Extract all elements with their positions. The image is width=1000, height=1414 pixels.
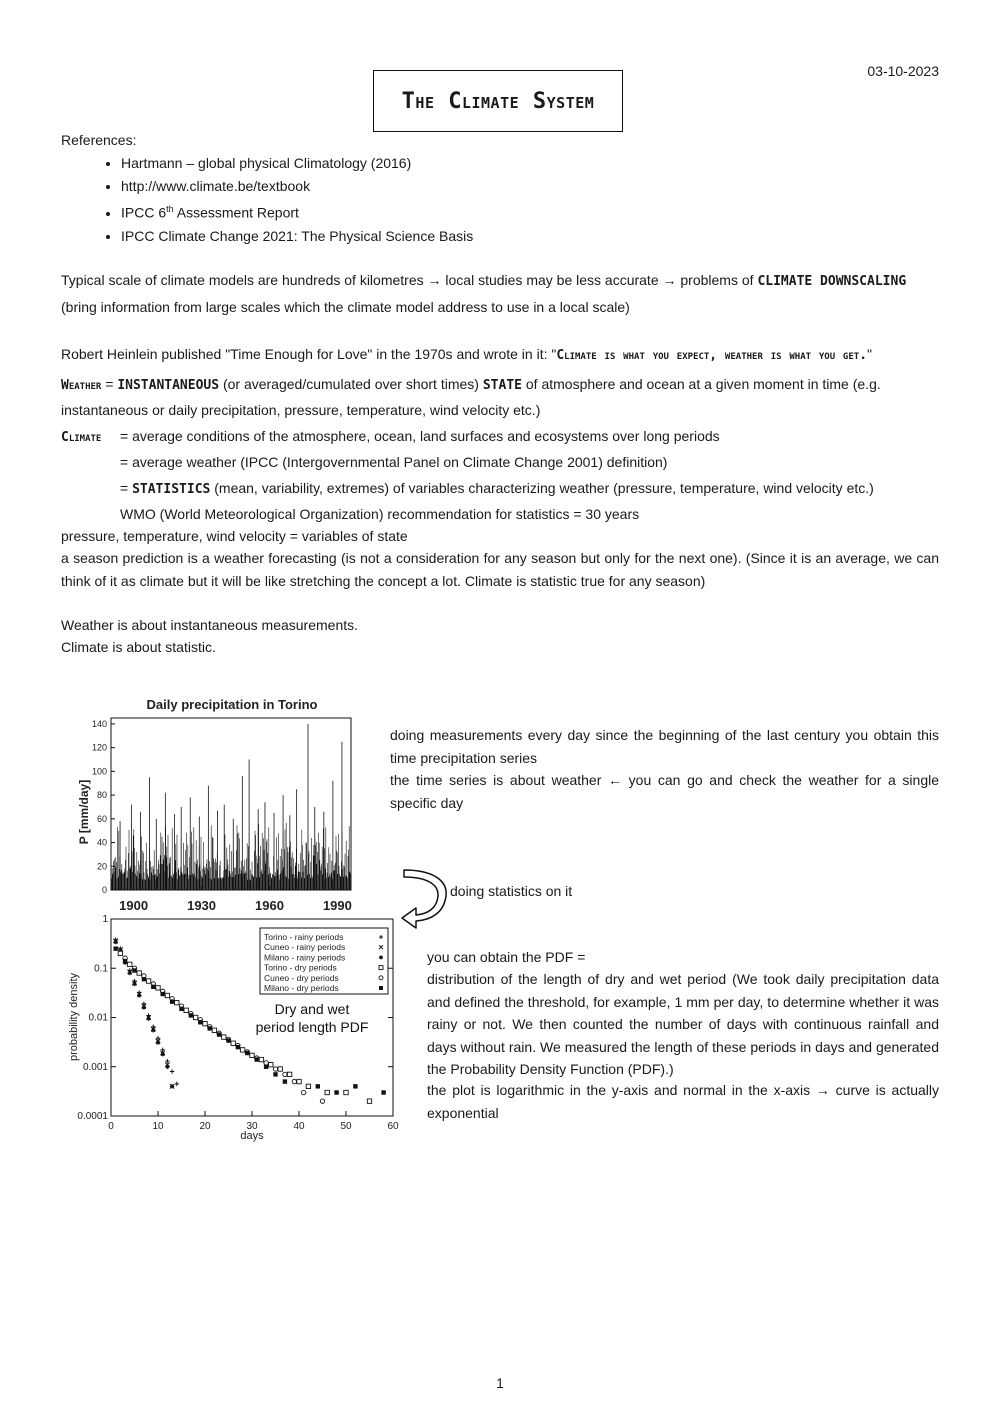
data-point	[245, 1051, 249, 1055]
page-number: 1	[496, 1375, 504, 1391]
climate-definition-1: = average conditions of the atmosphere, ocean, land surfaces and ecosystems over long periods	[120, 428, 720, 444]
wmo-recommendation: WMO (World Meteorological Organization) recommendation for statistics = 30 years	[120, 506, 640, 522]
data-point	[278, 1067, 282, 1071]
y-tick-label: 20	[96, 861, 107, 872]
data-point	[269, 1063, 273, 1067]
legend-entry: Milano - dry periods	[264, 983, 339, 993]
data-point	[217, 1032, 221, 1036]
data-point	[208, 1026, 212, 1030]
x-tick-label: 0	[108, 1121, 114, 1132]
y-tick-label: 40	[96, 837, 107, 848]
data-point	[212, 1028, 216, 1032]
data-point	[156, 986, 160, 990]
data-point	[381, 1090, 385, 1094]
data-point	[344, 1090, 348, 1094]
precipitation-chart-title: Daily precipitation in Torino	[146, 697, 318, 712]
note-statistics: doing statistics on it	[450, 883, 573, 899]
data-point	[179, 1007, 183, 1011]
x-tick-label: 60	[387, 1121, 399, 1132]
data-point	[193, 1015, 197, 1019]
x-tick-label: 1930	[187, 898, 217, 913]
x-tick-label: 50	[340, 1121, 352, 1132]
data-point	[137, 993, 141, 997]
summary-weather: Weather is about instantaneous measurements.	[61, 617, 359, 633]
data-point	[137, 971, 141, 975]
note-log-plot: the plot is logarithmic in the y-axis and normal in the x-axis → curve is actually exponential	[427, 1082, 940, 1121]
y-tick-label: 0.001	[82, 1061, 108, 1073]
climate-term: Climate	[61, 430, 102, 445]
title-box	[373, 70, 623, 132]
climate-definition-3: = STATISTICS (mean, variability, extremes) of variables characterizing weather (pressure, temperature, wind velocity etc.)	[120, 480, 874, 497]
arrow-right-icon: →	[662, 272, 677, 288]
data-point	[165, 1065, 169, 1069]
y-tick-label: 1	[102, 914, 108, 925]
data-point	[255, 1057, 259, 1061]
y-tick-label: 0.0001	[77, 1111, 108, 1122]
y-tick-label: 80	[96, 790, 107, 801]
data-point	[128, 962, 132, 966]
data-point	[302, 1090, 306, 1094]
y-tick-label: 0.01	[88, 1012, 108, 1024]
data-point	[379, 966, 383, 970]
data-point	[146, 1016, 150, 1020]
precipitation-y-ticks	[92, 719, 115, 895]
data-point	[320, 1099, 324, 1103]
data-point	[353, 1084, 357, 1088]
weather-definition-line-1: Weather = INSTANTANEOUS (or averaged/cumulated over short times) STATE of atmosphere and ocean at a given moment in time (e.g.	[61, 376, 881, 393]
season-prediction-note: a season prediction is a weather forecasting (is not a consideration for any season but only for the next one). (Since it is an average, we can think of it as climate but it will be like stretching the concept a lot. Climate is statistic true for any season)	[61, 550, 939, 589]
data-point	[379, 976, 383, 980]
pdf-y-axis-label: probability density	[68, 972, 80, 1062]
data-point	[165, 993, 169, 997]
legend-entry: Cuneo - dry periods	[264, 972, 339, 983]
legend-entry: Cuneo - rainy periods	[264, 942, 346, 953]
reference-item: • Hartmann – global physical Climatology (2016)	[121, 152, 473, 175]
data-point	[264, 1065, 268, 1069]
data-point	[231, 1041, 235, 1045]
precipitation-y-axis-label: P [mm/day]	[77, 779, 91, 845]
references-list	[61, 152, 473, 248]
data-point	[259, 1057, 263, 1061]
y-tick-label: 100	[91, 766, 107, 777]
data-point	[273, 1072, 277, 1076]
data-point	[142, 1005, 146, 1009]
data-point	[287, 1072, 291, 1076]
data-point	[161, 992, 165, 996]
date: 03-10-2023	[867, 63, 939, 79]
data-point	[114, 946, 118, 950]
term-instantaneous: INSTANTANEOUS	[117, 378, 220, 393]
data-point	[132, 968, 136, 972]
data-point	[283, 1079, 287, 1083]
precipitation-series	[111, 724, 351, 890]
pdf-chart-title-line-2: period length PDF	[255, 1019, 369, 1035]
data-point	[118, 951, 122, 955]
x-tick-label: 20	[199, 1121, 211, 1132]
data-point	[114, 940, 118, 944]
y-tick-label: 140	[91, 718, 107, 729]
reference-item: • IPCC Climate Change 2021: The Physical Science Basis	[121, 225, 473, 248]
term-climate-downscaling: CLIMATE DOWNSCALING	[757, 274, 907, 289]
heinlein-line: Robert Heinlein published "Time Enough for Love" in the 1970s and wrote in it: "Climate is what you expect, weather is what you get."	[61, 346, 873, 363]
variables-of-state: pressure, temperature, wind velocity = variables of state	[61, 528, 408, 544]
data-point	[184, 1008, 188, 1012]
x-tick-label: 1900	[119, 898, 149, 913]
note-pdf-description: distribution of the length of dry and wet period (We took daily precipitation data and defined the threshold, for example, 1 mm per day, to determine whether it was rainy or not. We then counted the number of days with continuous rainfall and days without rain. We measured the length of these periods in days and generated the Probability Density Function (PDF).)	[427, 971, 939, 1077]
data-point	[170, 1084, 174, 1088]
data-point	[175, 1000, 179, 1004]
y-tick-label: 0	[101, 885, 107, 895]
x-tick-label: 1960	[255, 898, 284, 913]
data-point	[292, 1079, 296, 1083]
term-state: STATE	[482, 378, 522, 393]
x-tick-label: 1990	[322, 898, 352, 913]
pdf-chart	[60, 912, 410, 1150]
legend-entry: Torino - dry periods	[264, 962, 337, 973]
arrow-right-icon: →	[427, 272, 442, 288]
data-point	[264, 1061, 268, 1065]
reference-item: • IPCC 6th Assessment Report	[121, 198, 473, 225]
downscaling-line-2: (bring information from large scales which the climate model address to use in a local scale)	[61, 299, 630, 315]
term-weather: Weather	[61, 378, 102, 393]
climate-definition-2: = average weather (IPCC (Intergovernmental Panel on Climate Change 2001) definition)	[120, 454, 668, 470]
pdf-legend	[260, 928, 388, 994]
data-point	[297, 1079, 301, 1083]
data-point	[170, 999, 174, 1003]
data-point	[379, 986, 383, 990]
data-point	[367, 1099, 371, 1103]
legend-entry: Torino - rainy periods	[264, 932, 344, 942]
pdf-x-axis-label: days	[240, 1130, 264, 1142]
pdf-chart-title: Dry and wet	[274, 1001, 350, 1017]
legend-entry: Milano - rainy periods	[264, 952, 346, 963]
heinlein-quote: Climate is what you expect, weather is what you get.	[556, 348, 868, 363]
note-time-series: the time series is about weather ← you can go and check the weather for a single specific day	[390, 772, 940, 811]
downscaling-line-1: Typical scale of climate models are hundreds of kilometres → local studies may be less accurate → problems of CLIMATE DOWNSCALING	[61, 272, 907, 289]
note-measurements: doing measurements every day since the beginning of the last century you obtain this time precipitation series	[390, 727, 939, 766]
data-point	[189, 1013, 193, 1017]
y-tick-label: 60	[96, 813, 107, 824]
data-point	[283, 1072, 287, 1076]
data-point	[142, 977, 146, 981]
references-label: References:	[61, 132, 137, 148]
data-point	[222, 1035, 226, 1039]
x-tick-label: 40	[293, 1121, 305, 1132]
data-point	[151, 985, 155, 989]
x-tick-label: 10	[152, 1121, 164, 1132]
data-point	[316, 1084, 320, 1088]
data-point	[198, 1020, 202, 1024]
data-point	[306, 1084, 310, 1088]
data-point	[334, 1090, 338, 1094]
note-pdf-intro: you can obtain the PDF =	[427, 949, 586, 965]
reference-item: • http://www.climate.be/textbook	[121, 175, 473, 198]
y-tick-label: 0.1	[94, 963, 108, 975]
data-point	[226, 1038, 230, 1042]
precipitation-chart	[60, 690, 370, 918]
summary-climate: Climate is about statistic.	[61, 639, 216, 655]
data-point	[203, 1021, 207, 1025]
data-point	[250, 1053, 254, 1057]
data-point	[325, 1090, 329, 1094]
weather-definition-line-2: instantaneous or daily precipitation, pressure, temperature, wind velocity etc.)	[61, 402, 541, 418]
data-point	[146, 979, 150, 983]
y-tick-label: 120	[91, 742, 107, 753]
x-tick-label: 30	[246, 1121, 258, 1132]
data-point	[236, 1045, 240, 1049]
data-point	[240, 1048, 244, 1052]
data-point	[123, 959, 127, 963]
term-statistics: STATISTICS	[132, 482, 211, 497]
arrow-right-icon: →	[815, 1082, 830, 1098]
page-title: The Climate System	[401, 88, 595, 114]
data-point	[273, 1067, 277, 1071]
arrow-left-icon: ←	[608, 772, 623, 788]
